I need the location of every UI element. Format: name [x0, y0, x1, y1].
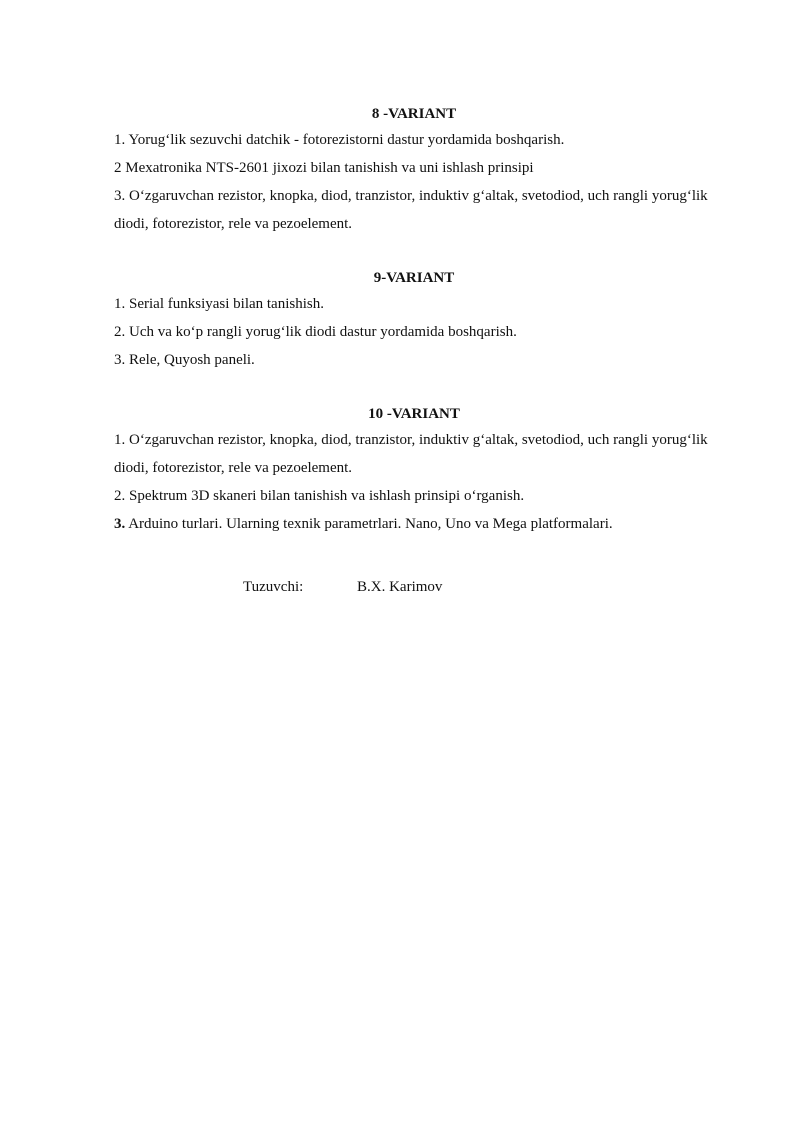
document-content	[114, 102, 714, 538]
variant-9-item-1: 1. Serial funksiyasi bilan tanishish.	[114, 296, 324, 312]
variant-9-item-3: 3. Rele, Quyosh paneli.	[114, 352, 255, 368]
section-title-9: 9-VARIANT	[373, 270, 455, 286]
variant-8-item-2: 2 Mexatronika NTS-2601 jixozi bilan tanishish va uni ishlash prinsipi	[114, 160, 534, 176]
section-title-8: 8 -VARIANT	[371, 106, 457, 122]
section-variant-8	[114, 102, 714, 238]
signature-label: Tuzuvchi:	[243, 579, 304, 595]
item-text: Arduino turlari. Ularning texnik parametrlari. Nano, Uno va Mega platformalari.	[128, 516, 613, 532]
variant-10-item-3	[114, 510, 714, 538]
variant-10-item-1: 1. O‘zgaruvchan rezistor, knopka, diod, tranzistor, induktiv g‘altak, svetodiod, uch rangli yorug‘lik diodi, fotorezistor, rele va pezoelement.	[114, 432, 708, 476]
variant-10-item-2: 2. Spektrum 3D skaneri bilan tanishish va ishlash prinsipi o‘rganish.	[114, 488, 525, 504]
section-variant-10	[114, 402, 714, 538]
section-gap	[114, 238, 714, 266]
variant-8-item-3: 3. O‘zgaruvchan rezistor, knopka, diod, tranzistor, induktiv g‘altak, svetodiod, uch rangli yorug‘lik diodi, fotorezistor, rele va pezoelement.	[114, 188, 708, 232]
signature-name: B.X. Karimov	[357, 579, 443, 595]
variant-9-item-2: 2. Uch va ko‘p rangli yorug‘lik diodi dastur yordamida boshqarish.	[114, 324, 517, 340]
section-variant-9	[114, 266, 714, 374]
variant-8-item-1: 1. Yorug‘lik sezuvchi datchik - fotorezistorni dastur yordamida boshqarish.	[114, 132, 565, 148]
section-gap	[114, 374, 714, 402]
section-title-10: 10 -VARIANT	[368, 406, 460, 422]
item-number: 3.	[114, 516, 126, 532]
signature-line	[243, 573, 443, 601]
